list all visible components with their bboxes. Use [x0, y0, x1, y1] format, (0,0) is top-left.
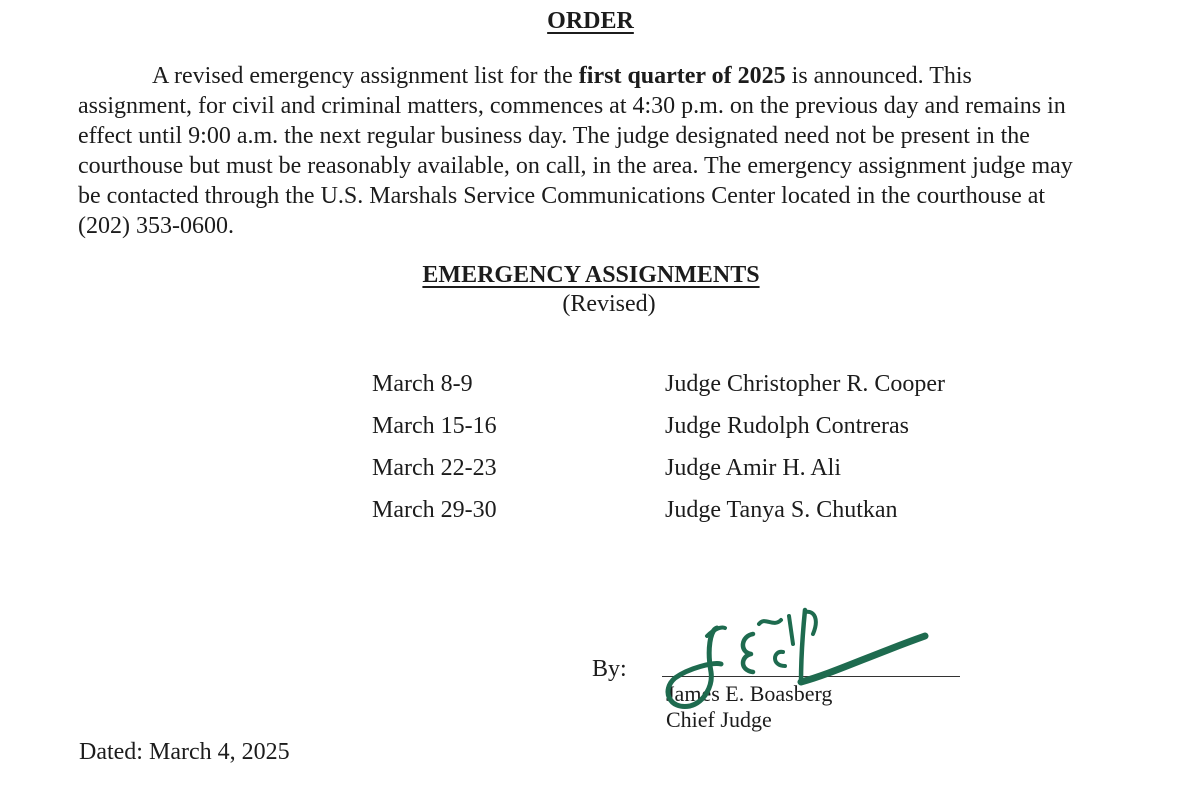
signature-stroke — [789, 616, 793, 644]
signature-stroke — [801, 610, 805, 682]
assignment-judge: Judge Christopher R. Cooper — [665, 371, 945, 397]
signature-stroke — [743, 634, 753, 672]
assignment-dates: March 29-30 — [372, 497, 497, 523]
paragraph-line: be contacted through the U.S. Marshals Service Communications Center located in the courthouse at — [78, 183, 1046, 209]
signer-title: Chief Judge — [666, 707, 772, 732]
assignment-judge: Judge Tanya S. Chutkan — [665, 497, 898, 523]
dated-line: Dated: March 4, 2025 — [79, 739, 290, 765]
paragraph-line — [78, 61, 1078, 91]
signature-stroke — [801, 636, 925, 682]
paragraph-line: courthouse but must be reasonably available, on call, in the area. The emergency assignment judge may — [78, 153, 1073, 179]
signer-name: James E. Boasberg — [666, 681, 833, 706]
assignment-judge: Judge Amir H. Ali — [665, 455, 842, 481]
order-title: ORDER — [547, 8, 634, 34]
signature-stroke — [668, 628, 721, 707]
assignment-judge: Judge Rudolph Contreras — [665, 413, 909, 439]
by-label: By: — [592, 656, 627, 682]
order-paragraph — [78, 61, 1078, 241]
section-title: EMERGENCY ASSIGNMENTS — [422, 262, 760, 288]
assignment-dates: March 15-16 — [372, 413, 497, 439]
assignment-dates: March 22-23 — [372, 455, 497, 481]
signature-stroke — [707, 627, 725, 636]
paragraph-line1-post: is announced. This — [785, 63, 972, 89]
paragraph-line1-bold: first quarter of 2025 — [578, 63, 786, 89]
assignment-dates: March 8-9 — [372, 371, 473, 397]
signature-ink — [668, 610, 925, 707]
paragraph-line: effect until 9:00 a.m. the next regular business day. The judge designated need not be present in the — [78, 123, 1030, 149]
handwritten-signature — [655, 590, 955, 740]
paragraph-line: assignment, for civil and criminal matters, commences at 4:30 p.m. on the previous day and remains in — [78, 93, 1066, 119]
signature-stroke — [775, 652, 785, 666]
paragraph-line: (202) 353-0600. — [78, 213, 234, 239]
section-subtitle: (Revised) — [562, 291, 656, 317]
signature-stroke — [759, 620, 781, 624]
paragraph-line1-pre: A revised emergency assignment list for the — [152, 63, 579, 89]
